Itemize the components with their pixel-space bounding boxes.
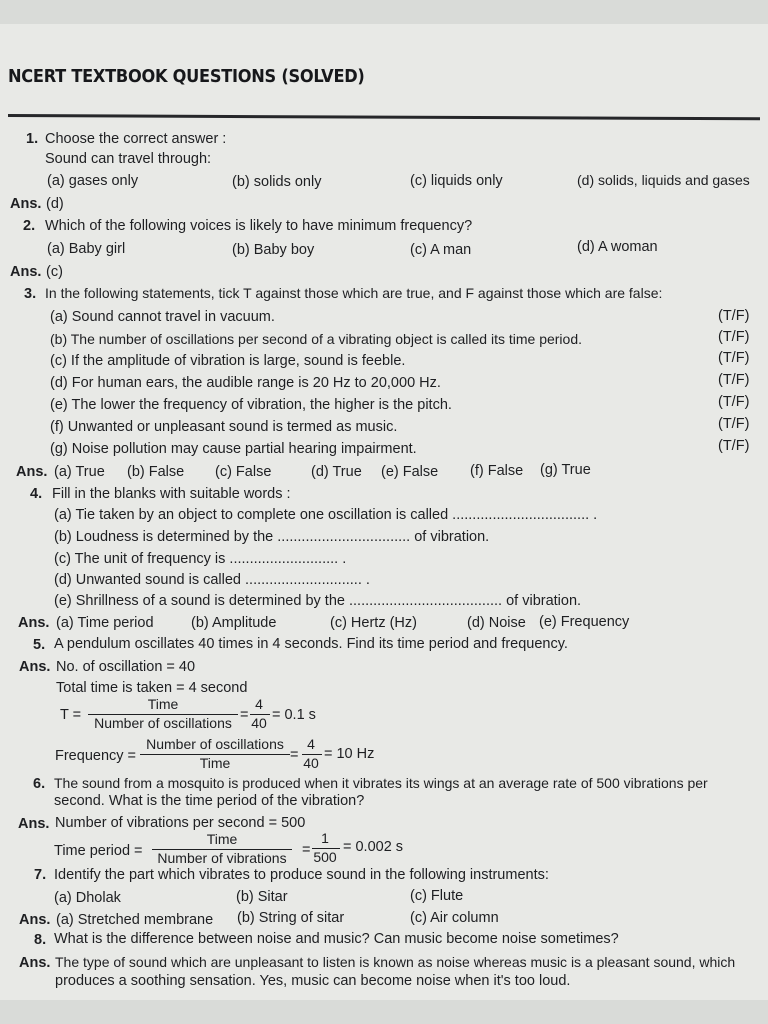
fraction-numerator: Time [206, 831, 238, 847]
statement-item: (f) Unwanted or unpleasant sound is termed as music. [50, 419, 398, 435]
answer-line: produces a soothing sensation. Yes, music can become noise when it's too loud. [55, 973, 571, 989]
answer-text: (d) [46, 196, 64, 212]
tf-marker: (T/F) [718, 329, 750, 345]
question-number: 5. [33, 637, 46, 653]
page-title: NCERT TEXTBOOK QUESTIONS (SOLVED) [8, 66, 365, 87]
fraction-denominator: 40 [303, 755, 319, 771]
blank-item: (d) Unwanted sound is called ............................. . [54, 572, 370, 588]
fraction-denominator: Number of oscillations [94, 715, 232, 731]
answer-item: (a) Time period [56, 615, 154, 631]
answer-item: (e) Frequency [539, 614, 630, 630]
question-number: 6. [33, 776, 46, 792]
blank-item: (e) Shrillness of a sound is determined by the ...................................... of vibration. [54, 593, 582, 609]
formula-lhs: Time period = [54, 843, 143, 859]
answer-item: (g) True [540, 462, 591, 478]
option-b: (b) Sitar [236, 889, 288, 905]
tf-marker: (T/F) [718, 350, 750, 366]
question-text: A pendulum oscillates 40 times in 4 seconds. Find its time period and frequency. [54, 636, 568, 652]
fraction-numerator: 1 [321, 830, 329, 846]
answer-item: (d) Noise [467, 615, 526, 631]
question-text: Choose the correct answer : [45, 131, 227, 147]
answer-line: Number of vibrations per second = 500 [55, 815, 306, 831]
answer-label: Ans. [19, 912, 51, 928]
answer-text: (c) [46, 264, 63, 280]
question-number: 1. [26, 131, 39, 147]
statement-item: (b) The number of oscillations per second of a vibrating object is called its time period. [50, 331, 583, 347]
option-a: (a) Dholak [54, 890, 121, 906]
answer-line: No. of oscillation = 40 [56, 659, 196, 675]
equals-sign: = [240, 707, 249, 723]
formula-result: = 0.002 s [343, 839, 404, 855]
tf-marker: (T/F) [718, 438, 750, 454]
option-a: (a) Baby girl [47, 241, 126, 257]
option-c: (c) liquids only [410, 173, 503, 189]
answer-item: (c) Air column [410, 910, 499, 926]
tf-marker: (T/F) [718, 308, 750, 324]
statement-item: (g) Noise pollution may cause partial hearing impairment. [50, 441, 417, 457]
answer-item: (d) True [311, 464, 362, 480]
answer-item: (a) Stretched membrane [56, 912, 214, 928]
statement-item: (d) For human ears, the audible range is 20 Hz to 20,000 Hz. [50, 375, 441, 391]
blank-item: (a) Tie taken by an object to complete one oscillation is called .................................. . [54, 507, 598, 523]
answer-label: Ans. [18, 615, 50, 631]
answer-item: (b) Amplitude [191, 615, 277, 631]
fraction-denominator: Number of vibrations [157, 850, 287, 866]
fraction-numerator: Time [147, 696, 179, 712]
formula-result: = 10 Hz [324, 746, 375, 762]
answer-label: Ans. [19, 955, 51, 971]
answer-label: Ans. [10, 264, 42, 280]
answer-item: (b) False [127, 464, 185, 480]
question-text: What is the difference between noise and music? Can music become noise sometimes? [54, 931, 619, 947]
answer-line: The type of sound which are unpleasant to listen is known as noise whereas music is a pleasant sound, which [55, 954, 736, 970]
formula-lhs: Frequency = [55, 748, 137, 764]
answer-label: Ans. [10, 196, 42, 212]
fraction-denominator: 40 [251, 715, 267, 731]
equals-sign: = [302, 842, 311, 858]
tf-marker: (T/F) [718, 372, 750, 388]
statement-item: (a) Sound cannot travel in vacuum. [50, 309, 275, 325]
fraction-numerator: 4 [255, 696, 263, 712]
answer-item: (a) True [54, 464, 105, 480]
answer-item: (e) False [381, 464, 439, 480]
question-number: 4. [30, 486, 43, 502]
fraction-numerator: Number of oscillations [146, 736, 284, 752]
question-number: 7. [34, 867, 47, 883]
fraction-denominator: 500 [313, 849, 337, 865]
statement-item: (e) The lower the frequency of vibration, the higher is the pitch. [50, 397, 452, 413]
question-number: 2. [23, 218, 36, 234]
question-text: Fill in the blanks with suitable words : [52, 486, 291, 502]
answer-label: Ans. [16, 464, 48, 480]
option-c: (c) A man [410, 242, 472, 258]
statement-item: (c) If the amplitude of vibration is large, sound is feeble. [50, 353, 406, 369]
answer-label: Ans. [19, 659, 51, 675]
question-text: In the following statements, tick T against those which are true, and F against those which are false: [45, 285, 663, 301]
answer-item: (c) Hertz (Hz) [330, 615, 417, 631]
option-b: (b) Baby boy [232, 242, 315, 258]
option-a: (a) gases only [47, 173, 139, 189]
answer-item: (f) False [470, 463, 524, 479]
answer-label: Ans. [18, 816, 50, 832]
fraction-numerator: 4 [307, 736, 315, 752]
option-d: (d) A woman [577, 239, 658, 255]
option-d: (d) solids, liquids and gases [577, 172, 750, 188]
option-c: (c) Flute [410, 888, 464, 904]
answer-line: Total time is taken = 4 second [56, 680, 248, 696]
answer-item: (c) False [215, 464, 272, 480]
blank-item: (c) The unit of frequency is ........................... . [54, 551, 347, 567]
fraction-denominator: Time [199, 755, 231, 771]
question-text: Which of the following voices is likely to have minimum frequency? [45, 218, 473, 234]
question-number: 8. [34, 932, 47, 948]
answer-item: (b) String of sitar [237, 910, 345, 926]
question-text-cont: second. What is the time period of the vibration? [54, 793, 365, 809]
tf-marker: (T/F) [718, 416, 750, 432]
question-subtext: Sound can travel through: [45, 151, 212, 167]
tf-marker: (T/F) [718, 394, 750, 410]
formula-lhs: T = [60, 707, 82, 723]
blank-item: (b) Loudness is determined by the ................................. of vibration. [54, 529, 490, 545]
equals-sign: = [290, 747, 299, 763]
question-text: The sound from a mosquito is produced when it vibrates its wings at an average rate of 500 vibrations per [54, 775, 708, 791]
option-b: (b) solids only [232, 174, 322, 190]
formula-result: = 0.1 s [272, 707, 316, 723]
question-number: 3. [24, 286, 37, 302]
question-text: Identify the part which vibrates to produce sound in the following instruments: [54, 867, 549, 883]
